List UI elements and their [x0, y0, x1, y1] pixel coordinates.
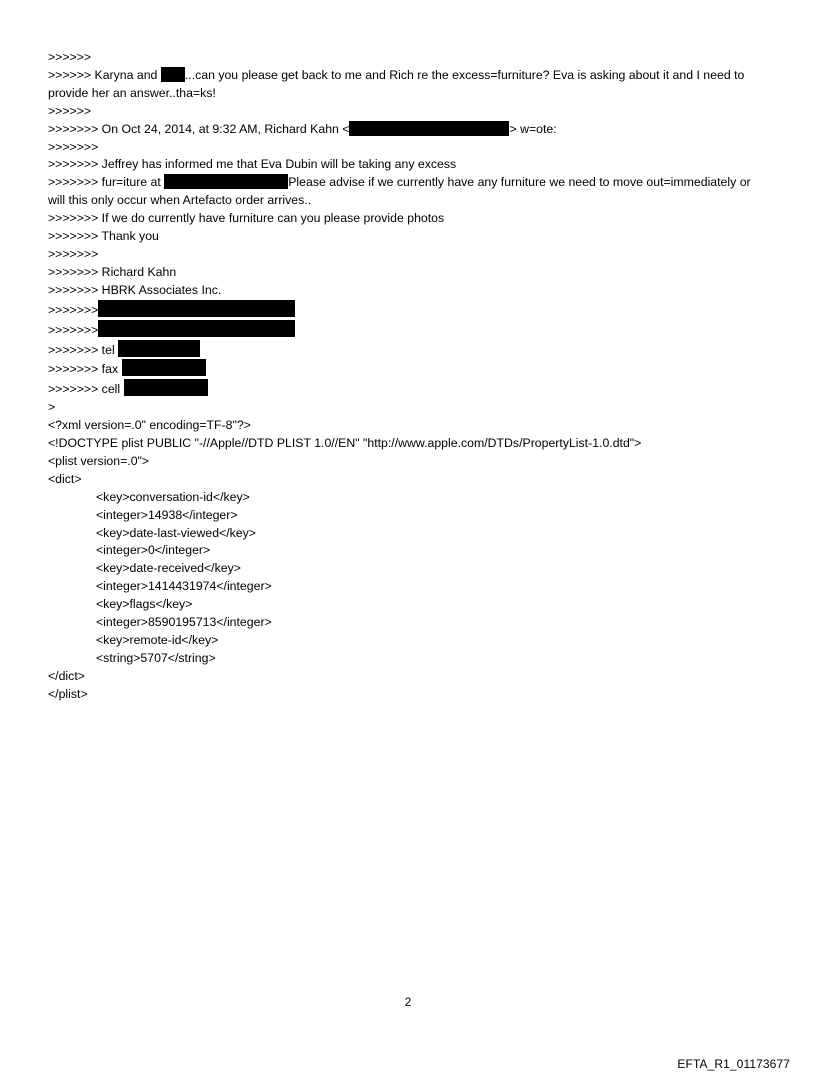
quote-text: >>>>>>> tel	[48, 342, 119, 357]
plist-line: <?xml version=.0" encoding=TF-8"?>	[48, 418, 251, 433]
quote-line: >>>>>>	[48, 103, 92, 118]
quote-line	[48, 174, 768, 210]
quote-line	[48, 300, 768, 320]
redaction-block	[349, 121, 509, 136]
quote-text: Please advise if we currently have any furniture we need to move out=immediately or will this only occur when Artefacto order arrives..	[48, 175, 751, 208]
redaction-block	[164, 174, 288, 189]
quote-text: >>>>>>>	[48, 302, 99, 317]
quote-line	[48, 67, 768, 103]
plist-value: <integer>1414431974</integer>	[96, 579, 272, 594]
redaction-block	[98, 320, 295, 337]
redaction-block	[122, 359, 206, 376]
quote-line: >>>>>>> Thank you	[48, 229, 159, 244]
document-body	[48, 49, 768, 704]
quote-line: >>>>>>>	[48, 139, 99, 154]
quote-line: >>>>>>> HBRK Associates Inc.	[48, 282, 222, 297]
document-id: EFTA_R1_01173677	[677, 1057, 790, 1071]
plist-key: <key>conversation-id</key>	[96, 489, 250, 504]
plist-key: <key>remote-id</key>	[96, 633, 219, 647]
plist-value: <string>5707</string>	[96, 650, 216, 665]
quote-line: >	[48, 400, 56, 415]
quote-text: >>>>>>> On Oct 24, 2014, at 9:32 AM, Richard Kahn <	[48, 121, 350, 136]
plist-key: <key>flags</key>	[96, 597, 193, 612]
quote-line	[48, 340, 768, 360]
plist-line: </plist>	[48, 686, 88, 701]
quote-text: >>>>>>> fax	[48, 362, 122, 377]
redaction-block	[124, 379, 208, 396]
quote-text: >>>>>>>	[48, 322, 99, 337]
quote-line	[48, 121, 768, 139]
plist-key: <key>date-last-viewed</key>	[96, 525, 256, 540]
quote-line: >>>>>>	[48, 50, 92, 64]
quote-text: ...can you please get back to me and Rich re the excess=furniture? Eva is asking about it and I need to provide her an answer..tha=ks!	[48, 67, 745, 100]
plist-value: <integer>0</integer>	[96, 543, 211, 558]
plist-line: </dict>	[48, 668, 85, 683]
plist-key: <key>date-received</key>	[96, 561, 241, 576]
plist-line: <dict>	[48, 471, 82, 486]
page-number: 2	[404, 995, 412, 1009]
plist-value: <integer>14938</integer>	[96, 507, 238, 522]
quote-line	[48, 359, 768, 379]
plist-value: <integer>8590195713</integer>	[96, 615, 272, 630]
quote-line: >>>>>>> Jeffrey has informed me that Eva Dubin will be taking any excess	[48, 157, 457, 172]
quote-line	[48, 379, 768, 399]
redaction-block	[118, 340, 200, 357]
quote-text: > w=ote:	[509, 121, 557, 136]
quote-line: >>>>>>> If we do currently have furniture can you please provide photos	[48, 211, 445, 226]
quote-line	[48, 320, 768, 340]
quote-text: >>>>>> Karyna and	[48, 67, 161, 82]
plist-line: <!DOCTYPE plist PUBLIC "-//Apple//DTD PLIST 1.0//EN" "http://www.apple.com/DTDs/PropertyList-1.0.dtd">	[48, 436, 642, 451]
quote-line: >>>>>>>	[48, 246, 99, 261]
quote-text: >>>>>>> fur=iture at	[48, 175, 165, 190]
quote-text: >>>>>>> cell	[48, 382, 124, 397]
plist-line: <plist version=.0">	[48, 453, 150, 468]
quote-line: >>>>>>> Richard Kahn	[48, 264, 177, 279]
redaction-block	[98, 300, 295, 317]
redaction-block	[161, 67, 185, 82]
